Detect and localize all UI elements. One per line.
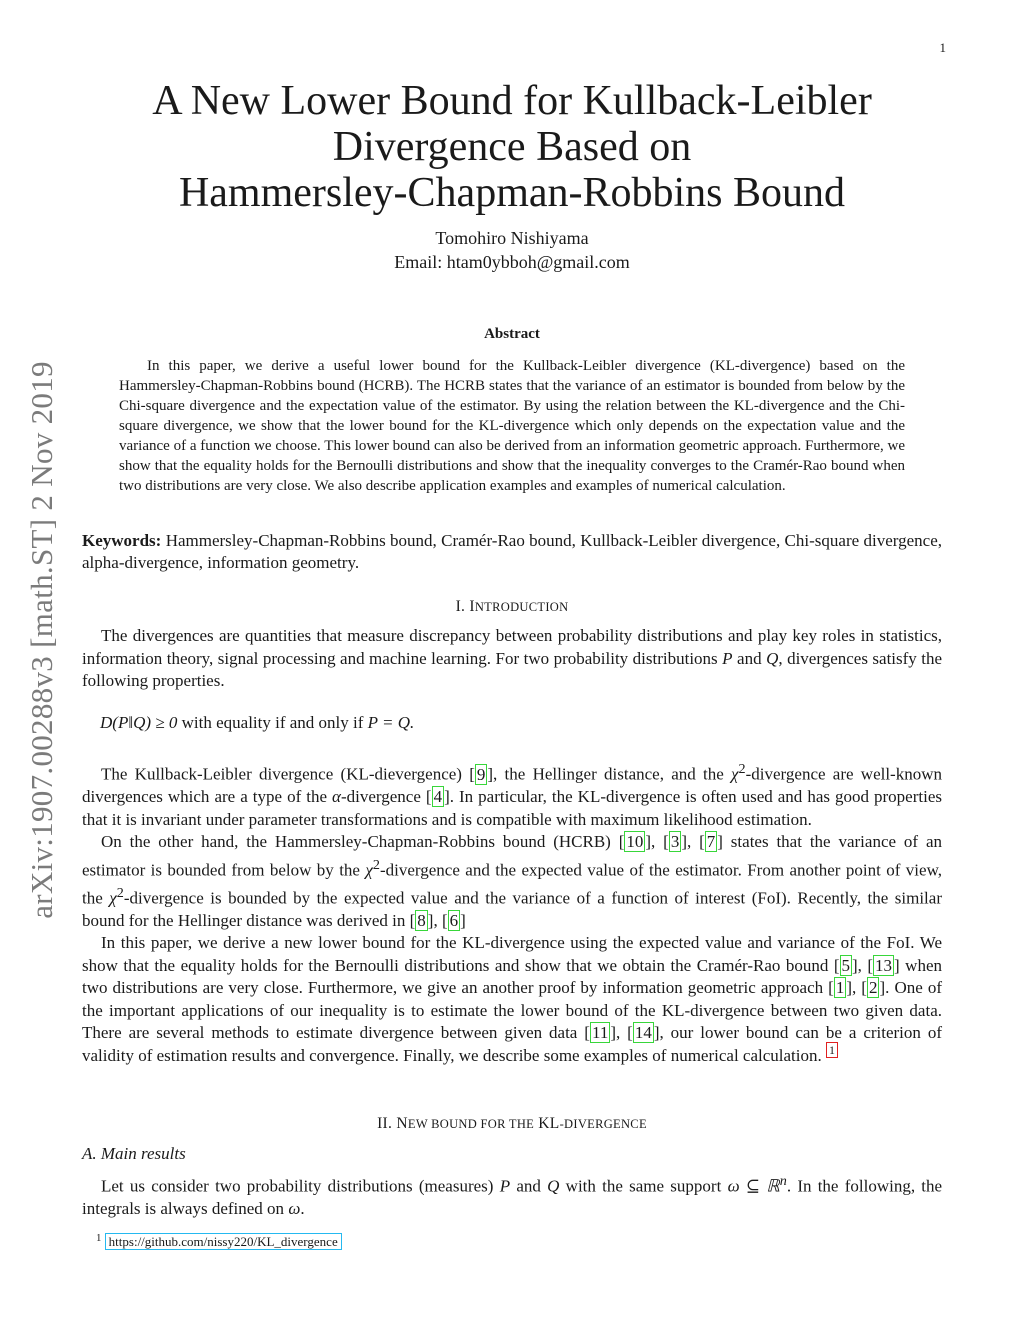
section-title-rest: -DIVERGENCE (559, 1117, 647, 1131)
keywords-label: Keywords: (82, 531, 162, 550)
section-title-rest: NTRODUCTION (474, 600, 569, 614)
citation-link[interactable]: 13 (875, 955, 893, 975)
equation-divergence-property (100, 713, 414, 733)
subsection-heading: A. Main results (82, 1144, 186, 1163)
citation-link[interactable]: 10 (626, 832, 644, 852)
text-run: and (737, 648, 762, 668)
arxiv-stamp: arXiv:1907.00288v3 [math.ST] 2 Nov 2019 (24, 361, 59, 919)
page-number: 1 (939, 40, 946, 55)
citation-link[interactable]: 6 (449, 910, 459, 930)
text-run: , divergences satisfy the following properties. (82, 648, 943, 690)
math-Q: Q (766, 648, 779, 668)
math-expression: D(P‖Q) ≥ 0 (100, 713, 178, 732)
citation-link[interactable]: 2 (868, 978, 878, 998)
math-P: P (722, 648, 733, 668)
title-line: Hammersley-Chapman-Robbins Bound (178, 170, 846, 216)
section-numeral: II. (377, 1115, 393, 1132)
section-title-rest: EW BOUND FOR THE (407, 1117, 535, 1131)
paper-title (0, 78, 1024, 216)
text-run: The divergences are quantities that measure discrepancy between probability distributions and play key roles in statistics, information theory, signal processing and machine learning. For two probability distributions (82, 626, 942, 668)
title-block (0, 78, 1024, 274)
intro-paragraph-4: In this paper, we derive a new lower bound for the KL-divergence using the expected value and variance of the FoI. We show that the equality holds for the Bernoulli distributions and show that we obtain the Cramér-Rao bound [ 5 ], [ 13 ] when two distributions are very close. Furthermore, we give an another proof by information geometric approach [ 1 ], [ 2 ]. One of the important applications of our inequality is to estimate the lower bound of the KL-divergence between two given data. There are several methods to estimate divergence between given data [ 11 ], [ 14 ], our lower bound can be a criterion of validity of estimation results and convergence. Finally, we describe some examples of numerical calculation. $^1$ (82, 933, 943, 1065)
section-first-letter: I (469, 598, 475, 615)
citation-link[interactable]: 8 (417, 910, 426, 930)
footnote-url-link[interactable]: https://github.com/nissy220/KL_divergence (105, 1233, 342, 1250)
citation-link[interactable]: 9 (476, 764, 486, 784)
footnote-mark: 1 (96, 1232, 102, 1244)
footnote (96, 1232, 342, 1250)
abstract-heading: Abstract (484, 326, 540, 342)
section-title-kl: KL (538, 1115, 560, 1132)
title-line: A New Lower Bound for Kullback-Leibler (152, 78, 872, 124)
author-email: Email: htam0ybboh@gmail.com (394, 252, 630, 272)
intro-paragraphs (82, 758, 942, 1067)
title-line: Divergence Based on (332, 124, 692, 170)
citation-link[interactable]: 7 (706, 832, 716, 852)
section-heading-introduction (0, 598, 1024, 616)
section-heading-new-bound (0, 1115, 1024, 1133)
footnote-ref-link[interactable]: 1 (826, 1042, 838, 1058)
citation-link[interactable]: 3 (670, 832, 680, 852)
intro-paragraph-2: The Kullback-Leibler divergence (KL-dievergence) [ 9 ], the Hellinger distance, and the $\chi^2$-divergence are well-known divergences which are a type of the α-divergence [ 4 ]. In particular, the KL-divergence is often used and has good properties that it is invariant under parameter transformations and is compatible with maximum likelihood estimation. (82, 761, 942, 829)
section-first-letter: N (396, 1115, 408, 1132)
keywords (82, 530, 942, 574)
abstract-text: In this paper, we derive a useful lower bound for the Kullback-Leibler divergence (KL-divergence) based on the Hammersley-Chapman-Robbins bound (HCRB). The HCRB states that the variance of an estimator is bounded from below by the Chi-square divergence and the expectation value of the estimator. By using the relation between the KL-divergence and the Chi-square divergence, we show that the lower bound for the KL-divergence which only depends on the expectation value and the variance of a function we choose. This lower bound can also be derived from an information geometric approach. Furthermore, we show that the equality holds for the Bernoulli distributions and show that the inequality converges to the Cramér-Rao bound when two distributions are very close. We also describe application examples and examples of numerical calculation. (119, 358, 905, 494)
intro-paragraph-1 (82, 625, 942, 693)
citation-link[interactable]: 1 (835, 978, 845, 998)
text-run: with equality if and only if (181, 713, 364, 732)
section-numeral: I. (455, 598, 466, 615)
citation-link[interactable]: 4 (433, 787, 443, 807)
citation-link[interactable]: 14 (634, 1023, 652, 1043)
keywords-text: Hammersley-Chapman-Robbins bound, Cramér-Rao bound, Kullback-Leibler divergence, Chi-square divergence, alpha-divergence, information geometry. (82, 531, 943, 572)
citation-link[interactable]: 5 (841, 955, 850, 975)
author-name: Tomohiro Nishiyama (435, 228, 589, 248)
section2-paragraph-1: Let us consider two probability distributions (measures) P and Q with the same support ω ⊆ ℝ$^n$. In the following, the integrals is always defined on ω. (82, 1173, 943, 1219)
intro-paragraph-3: On the other hand, the Hammersley-Chapman-Robbins bound (HCRB) [ 10 ], [ 3 ], [ 7 ] states that the variance of an estimator is bounded from below by the $\chi^2$-divergence and the expected value of the estimator. From another point of view, the $\chi^2$-divergence is bounded by the expected value and the variance of a function of interest (FoI). Recently, the similar bound for the Hellinger distance was derived in [ 8 ], [ 6 ] (82, 832, 942, 930)
math-expression: P = Q. (367, 713, 415, 732)
citation-link[interactable]: 11 (591, 1023, 609, 1043)
